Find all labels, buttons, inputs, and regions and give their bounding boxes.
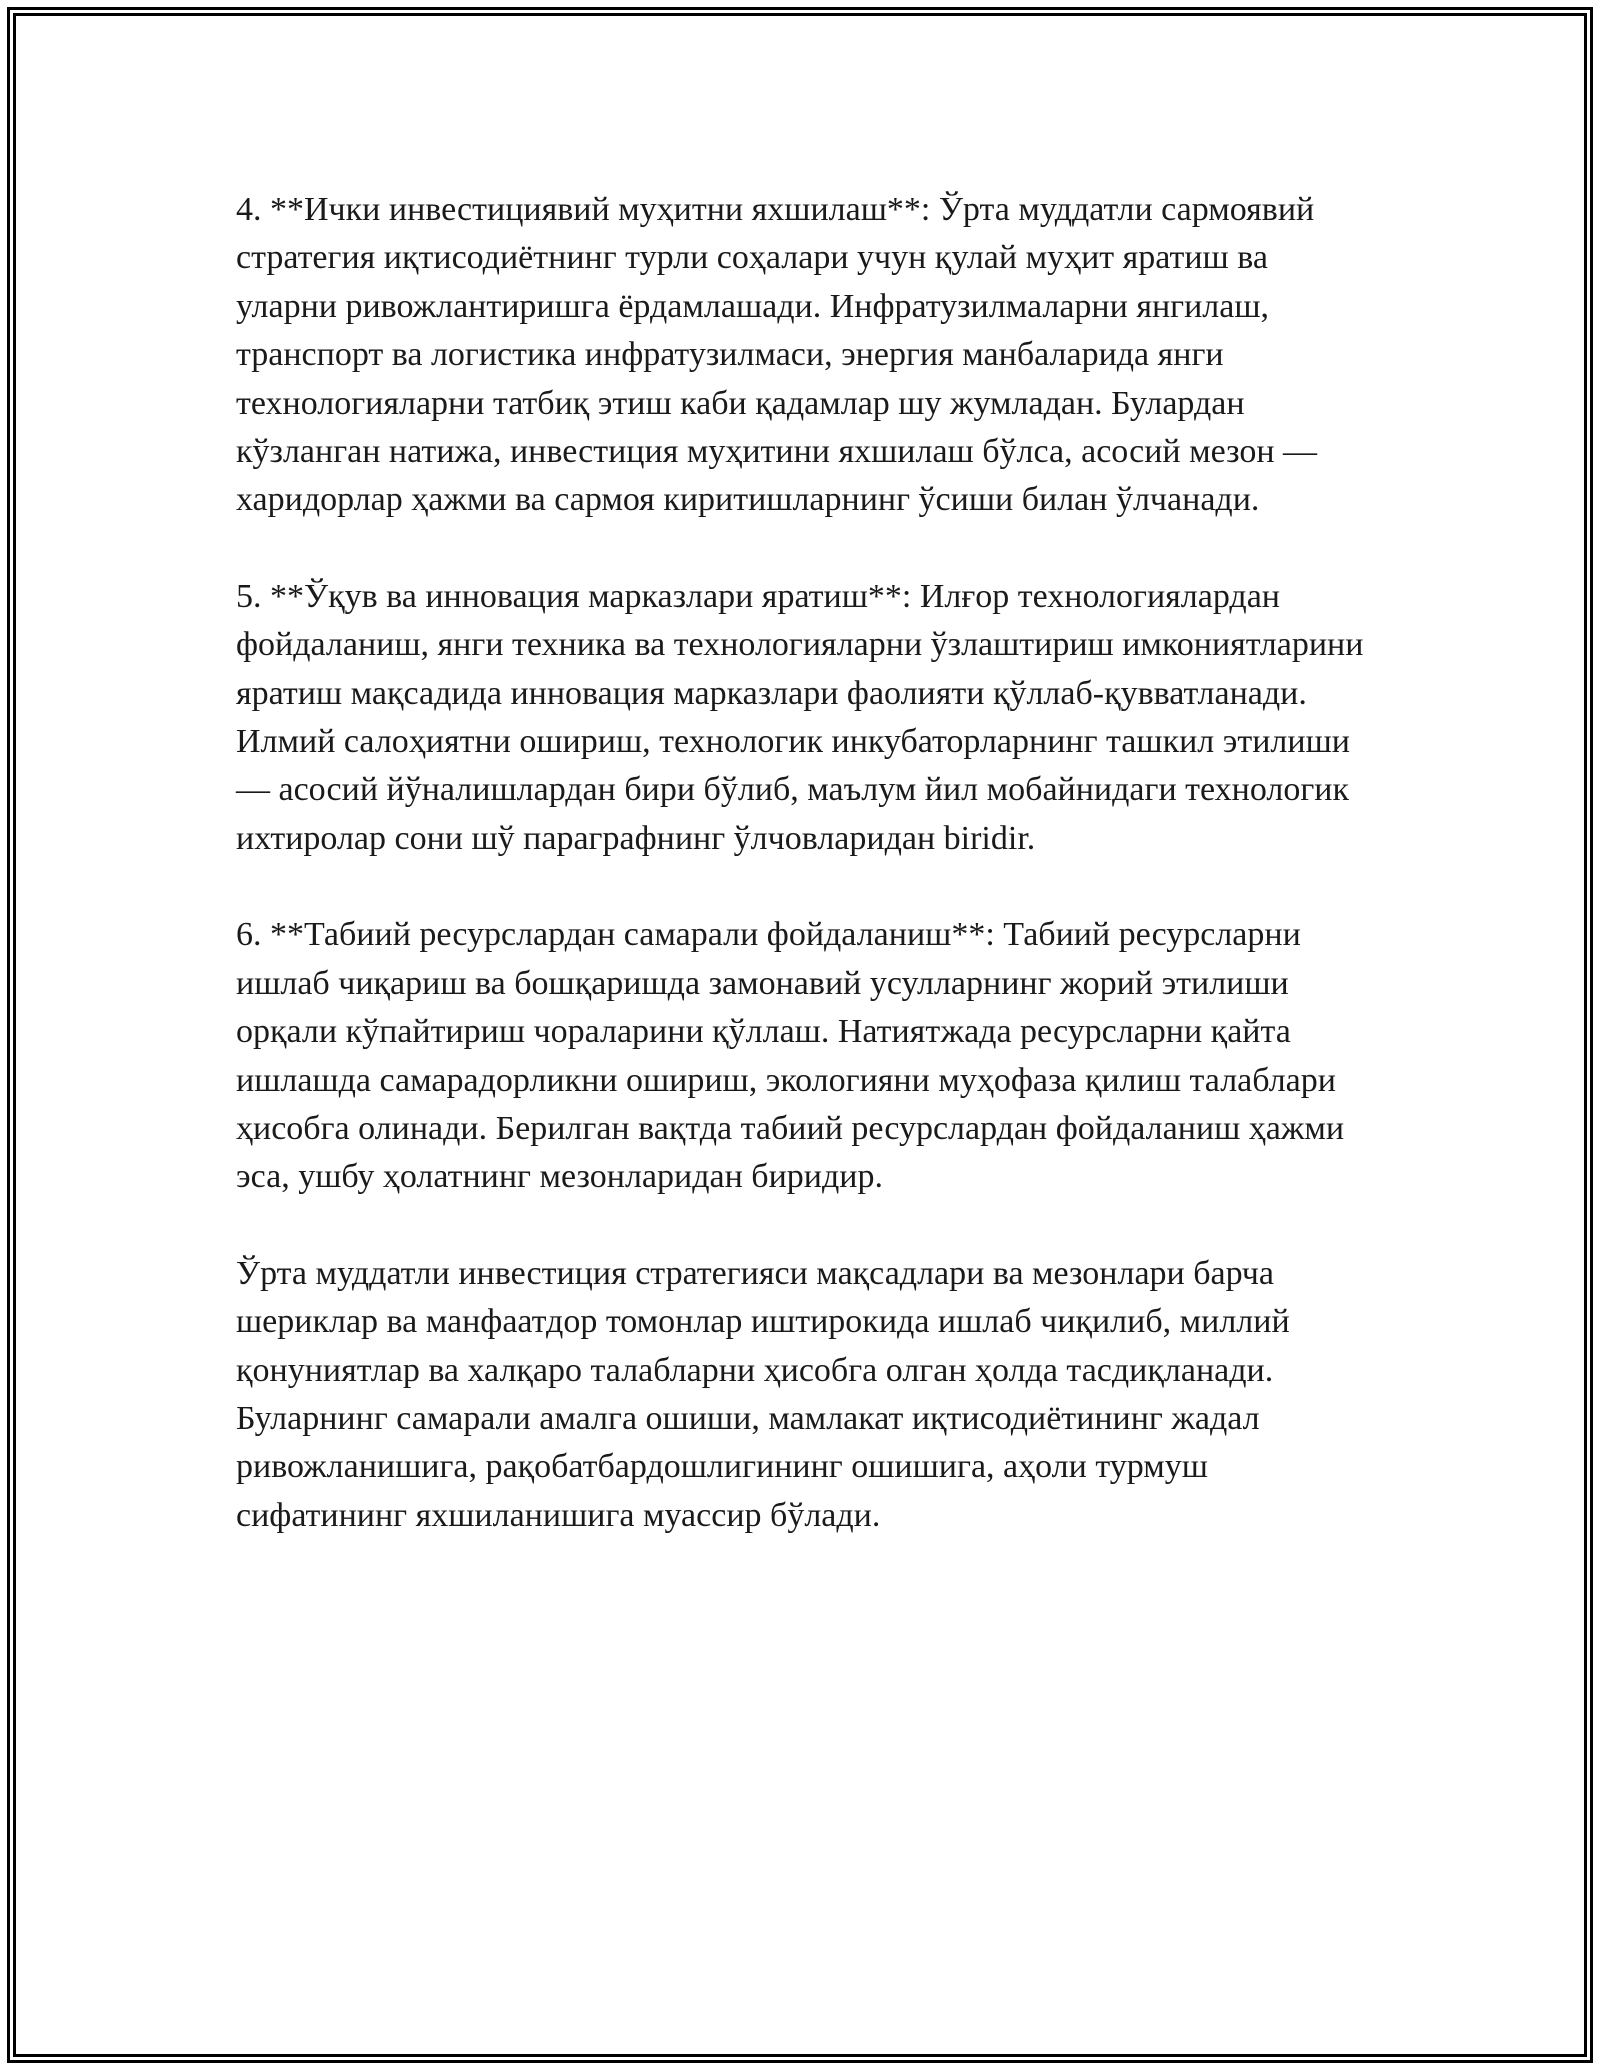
paragraph-item-4: 4. **Ички инвестициявий муҳитни яхшилаш**: Ўрта муддатли сармоявий стратегия иқтисодиётнинг турли соҳалари учун қулай муҳит яратиш ва уларни ривожлантиришга ёрдамлашади. Инфратузилмаларни янгилаш, транспорт ва логистика инфратузилмаси, энергия манбаларида янги технологияларни татбиқ этиш каби қадамлар шу жумладан. Булардан кўзланган натижа, инвестиция муҳитини яхшилаш бўлса, асосий мезон — харидорлар ҳажми ва сармоя киритишларнинг ўсиши билан ўлчанади. — [236, 191, 1318, 519]
paragraph-item-6: 6. **Табиий ресурслардан самарали фойдаланиш**: Табиий ресурсларни ишлаб чиқариш ва бошқаришда замонавий усулларнинг жорий этилиши орқали кўпайтириш чораларини қўллаш. Натиятжада ресурсларни қайта ишлашда самарадорликни ошириш, экологияни муҳофаза қилиш талаблари ҳисобга олинади. Берилган вақтда табиий ресурслардан фойдаланиш ҳажми эса, ушбу ҳолатнинг мезонларидан биридир. — [236, 916, 1345, 1196]
document-body — [236, 186, 1366, 1588]
conclusion-paragraph: Ўрта муддатли инвестиция стратегияси мақсадлари ва мезонлари барча шериклар ва манфаатдор томонлар иштирокида ишлаб чиқилиб, миллий қонуниятлар ва халқаро талабларни ҳисобга олган ҳолда тасдиқланади. Буларнинг самарали амалга ошиши, мамлакат иқтисодиётининг жадал ривожланишига, рақобатбардошлигининг ошишига, аҳоли турмуш сифатининг яхшиланишига муассир бўлади. — [236, 1254, 1290, 1534]
paragraph-item-5: 5. **Ўқув ва инновация марказлари яратиш**: Илғор технологиялардан фойдаланиш, янги техника ва технологияларни ўзлаштириш имкониятларини яратиш мақсадида инновация марказлари фаолияти қўллаб-қувватланади. Илмий салоҳиятни ошириш, технологик инкубаторларнинг ташкил этилиши — асосий йўналишлардан бири бўлиб, маълум йил мобайнидаги технологик ихтиролар сони шў параграфнинг ўлчовларидан biridir. — [236, 577, 1364, 857]
